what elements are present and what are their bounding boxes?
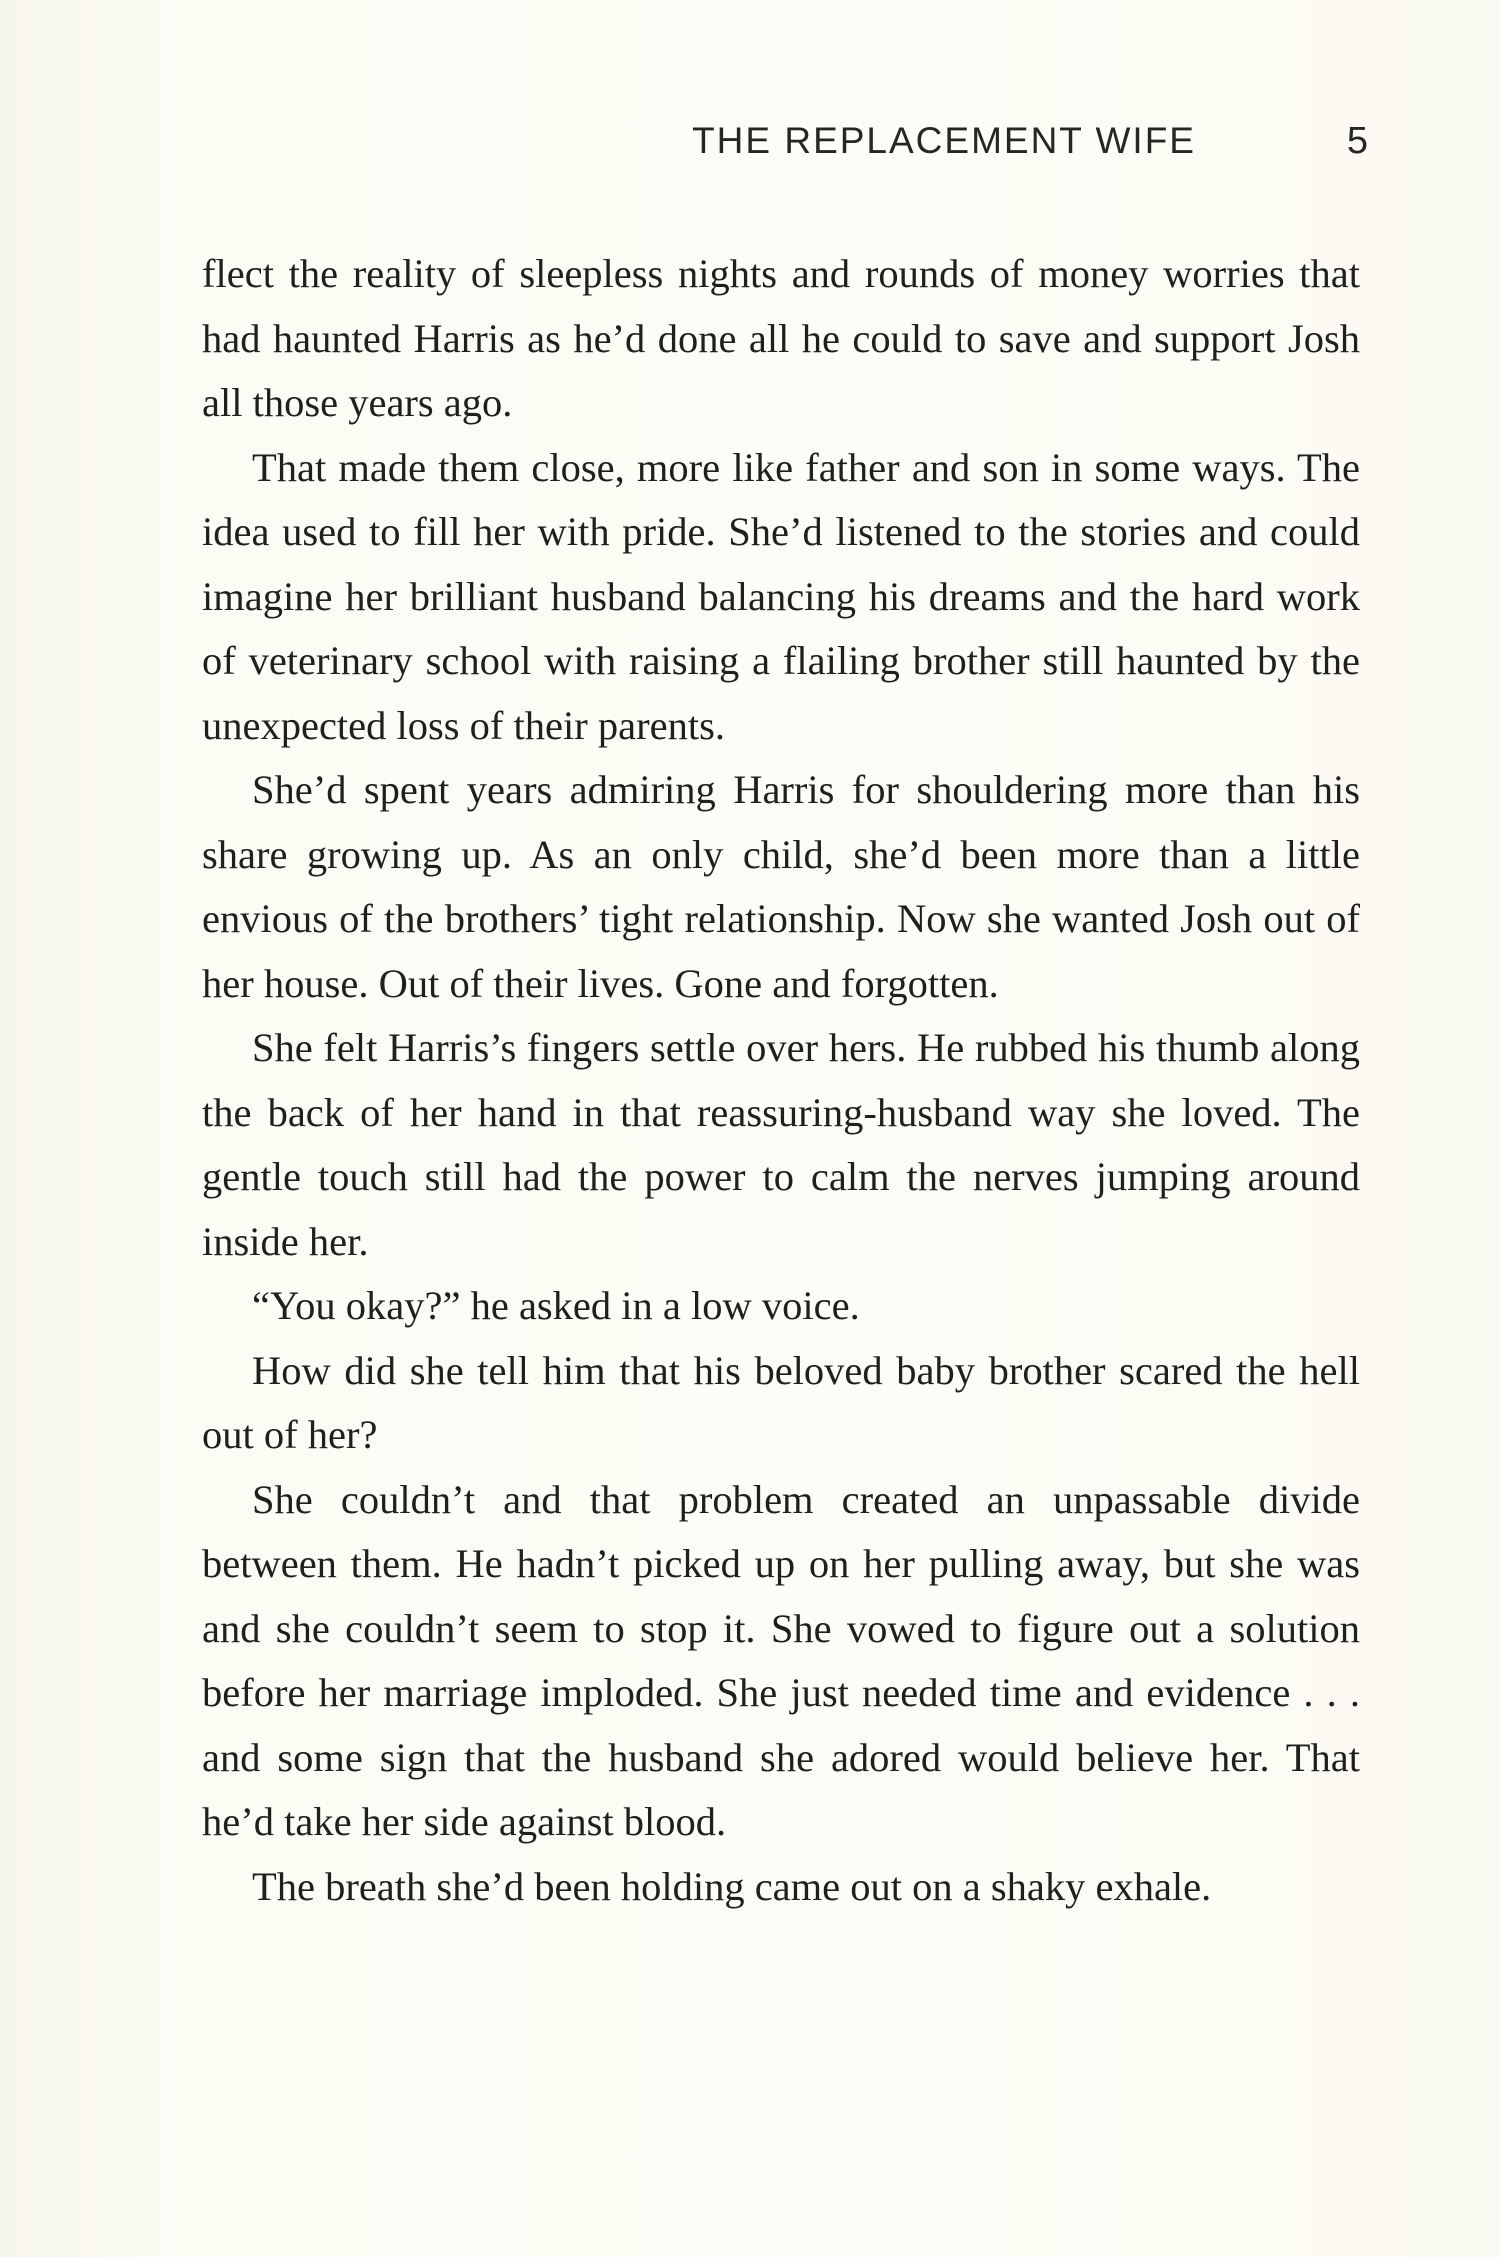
- paragraph: That made them close, more like father and son in some ways. The idea used to fill her with pride. She’d listened to the stories and could imagine her brilliant husband balancing his dreams and the hard work of veterinary school with raising a flailing brother still haunted by the unexpected loss of their parents.: [202, 444, 1360, 748]
- paragraph: She felt Harris’s fingers settle over hers. He rubbed his thumb along the back of her hand in that reassuring-husband way she loved. The gentle touch still had the power to calm the nerves jumping around inside her.: [202, 1025, 1360, 1264]
- paragraph: How did she tell him that his beloved baby brother scared the hell out of her?: [202, 1347, 1360, 1457]
- paragraph: She’d spent years admiring Harris for shouldering more than his share growing up. As an only child, she’d been more than a little envious of the brothers’ tight relationship. Now she wanted Josh out of her house. Out of their lives. Gone and forgotten.: [202, 767, 1360, 1006]
- running-head: [200, 118, 1368, 164]
- body-text: [202, 242, 1360, 1919]
- paragraph: The breath she’d been holding came out on a shaky exhale.: [252, 1863, 1212, 1909]
- paragraph: flect the reality of sleepless nights and rounds of money worries that had haunted Harris as he’d done all he could to save and support Josh all those years ago.: [202, 251, 1360, 425]
- paragraph: She couldn’t and that problem created an unpassable divide between them. He hadn’t picked up on her pulling away, but she was and she couldn’t seem to stop it. She vowed to figure out a solution before her marriage imploded. She just needed time and evidence . . . and some sign that the husband she adored would believe her. That he’d take her side against blood.: [202, 1476, 1360, 1844]
- page-number: 5: [1346, 120, 1368, 162]
- book-title: THE REPLACEMENT WIFE: [692, 120, 1196, 161]
- dialogue-paragraph: “You okay?” he asked in a low voice.: [252, 1283, 860, 1328]
